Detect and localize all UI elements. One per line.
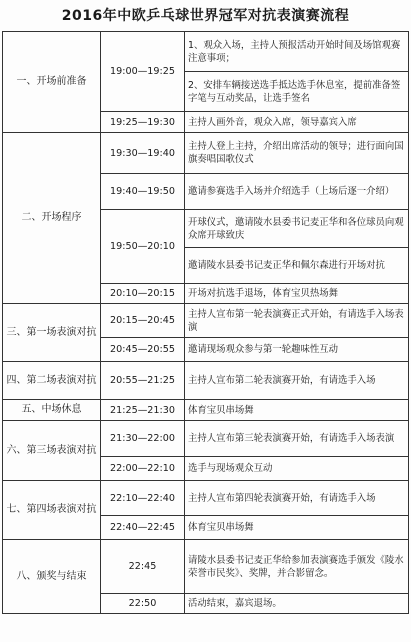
time-cell: 19:30—19:40: [101, 133, 185, 174]
content-cell: 体育宝贝串场舞: [185, 400, 409, 421]
time-cell: 19:50—20:10: [101, 210, 185, 284]
section-cell: 八、颁奖与结束: [3, 540, 101, 614]
time-cell: 21:30—22:00: [101, 421, 185, 457]
content-cell: 选手与现场观众互动: [185, 457, 409, 481]
content-cell: 开场对抗选手退场，体育宝贝热场舞: [185, 284, 409, 304]
section-cell: 七、第四场表演对抗: [3, 481, 101, 540]
table-row: [3, 540, 409, 594]
document-title: 2016年中欧乒乓球世界冠军对抗表演赛流程: [61, 8, 350, 24]
content-cell: 邀请参赛选手入场并介绍选手（上场后逐一介绍）: [185, 174, 409, 210]
table-row: [3, 421, 409, 457]
table-row: [3, 133, 409, 174]
time-cell: 21:25—21:30: [101, 400, 185, 421]
content-cell: 活动结束，嘉宾退场。: [185, 594, 409, 614]
content-cell: 主持人宣布第四轮表演赛开始，有请选手入场: [185, 481, 409, 516]
time-cell: 22:50: [101, 594, 185, 614]
table-row: [3, 400, 409, 421]
content-cell: 2、安排车辆接送选手抵达选手休息室，提前准备签字笔与互动奖品，让选手签名: [185, 72, 409, 112]
section-cell: 四、第二场表演对抗: [3, 362, 101, 400]
table-row: [3, 32, 409, 72]
content-cell: 主持人宣布第三轮表演赛开始，有请选手入场表演: [185, 421, 409, 457]
section-cell: 五、中场休息: [3, 400, 101, 421]
content-cell: 1、观众入场，主持人预报活动开始时间及场馆观赛注意事项；: [185, 32, 409, 72]
time-cell: 19:40—19:50: [101, 174, 185, 210]
content-cell: 主持人登上主持，介绍出席活动的领导；进行面向国旗奏唱国歌仪式: [185, 133, 409, 174]
content-cell: 开球仪式，邀请陵水县委书记麦正华和各位球员向观众席开球致庆: [185, 210, 409, 248]
section-cell: 三、第一场表演对抗: [3, 304, 101, 362]
section-cell: 六、第三场表演对抗: [3, 421, 101, 481]
content-cell: 主持人宣布第一轮表演赛正式开始，有请选手入场表演: [185, 304, 409, 338]
table-row: [3, 362, 409, 400]
table-row: [3, 481, 409, 516]
time-cell: 22:00—22:10: [101, 457, 185, 481]
content-cell: 请陵水县委书记麦正华给参加表演赛选手颁发《陵水荣誉市民奖》、奖牌，并合影留念。: [185, 540, 409, 594]
time-cell: 20:55—21:25: [101, 362, 185, 400]
content-cell: 主持人宣布第二轮表演赛开始，有请选手入场: [185, 362, 409, 400]
section-cell: 一、开场前准备: [3, 32, 101, 133]
section-cell: 二、开场程序: [3, 133, 101, 304]
schedule-table: [2, 31, 409, 614]
table-row: [3, 304, 409, 338]
content-cell: 邀请现场观众参与第一轮趣味性互动: [185, 338, 409, 362]
content-cell: 主持人画外音，观众入席，领导嘉宾入席: [185, 112, 409, 133]
time-cell: 20:15—20:45: [101, 304, 185, 338]
time-cell: 19:00—19:25: [101, 32, 185, 112]
time-cell: 22:10—22:40: [101, 481, 185, 516]
time-cell: 19:25—19:30: [101, 112, 185, 133]
content-cell: 体育宝贝串场舞: [185, 516, 409, 540]
time-cell: 22:45: [101, 540, 185, 594]
time-cell: 20:10—20:15: [101, 284, 185, 304]
time-cell: 22:40—22:45: [101, 516, 185, 540]
time-cell: 20:45—20:55: [101, 338, 185, 362]
content-cell: 邀请陵水县委书记麦正华和佩尔森进行开场对抗: [185, 248, 409, 284]
